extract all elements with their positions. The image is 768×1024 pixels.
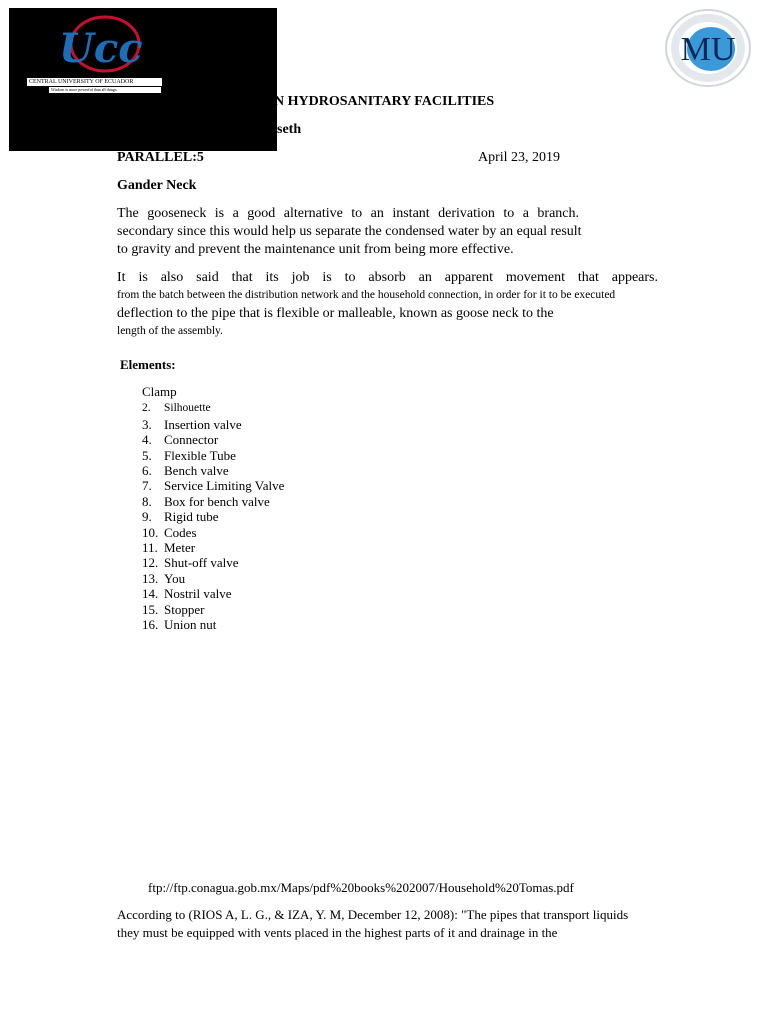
list-item: 4. Connector: [142, 432, 219, 448]
list-item: 16. Union nut: [142, 617, 217, 633]
list-item: 15. Stopper: [142, 601, 205, 617]
university-logo-block: [9, 8, 277, 151]
course-title: N HYDROSANITARY FACILITIES: [274, 94, 495, 109]
paragraph2-line: length of the assembly.: [117, 325, 223, 337]
paragraph2-line: from the batch between the distribution network and the household connection, in order for it to be executed: [117, 289, 616, 301]
list-item: 7. Service Limiting Valve: [142, 478, 285, 494]
ucc-logo-text: Ucc: [59, 25, 143, 72]
list-item: 8. Box for bench valve: [142, 493, 270, 509]
closing-line: they must be equipped with vents placed in the highest parts of it and drainage in the: [117, 925, 558, 940]
ucc-logo-icon: [53, 14, 143, 84]
paragraph1-line: The gooseneck is a good alternative to an instant derivation to a branch.: [117, 206, 579, 221]
paragraph2-line: It is also said that its job is to absorb an apparent movement that appears.: [117, 270, 658, 285]
parallel-label: PARALLEL:5: [117, 150, 204, 165]
list-item: 10. Codes: [142, 524, 197, 540]
paragraph1-line: secondary since this would help us separate the condensed water by an equal result: [117, 224, 582, 239]
source-url: ftp://ftp.conagua.gob.mx/Maps/pdf%20books%202007/Household%20Tomas.pdf: [148, 880, 574, 895]
elements-heading: Elements:: [120, 357, 176, 372]
list-item: 5. Flexible Tube: [142, 447, 236, 463]
faculty-seal-icon: [664, 8, 752, 88]
section-title: Gander Neck: [117, 178, 197, 193]
closing-line: According to (RIOS A, L. G., & IZA, Y. M, December 12, 2008): "The pipes that transport liquids: [117, 907, 629, 922]
list-item: 3. Insertion valve: [142, 416, 242, 432]
list-item: 2. Silhouette: [142, 402, 211, 415]
document-date: April 23, 2019: [478, 150, 561, 165]
paragraph1-line: to gravity and prevent the maintenance unit from being more effective.: [117, 242, 514, 257]
elements-list: [142, 384, 284, 633]
list-item: 6. Bench valve: [142, 463, 229, 479]
university-motto-bar: Wisdom is more powerful than all things.: [49, 87, 161, 93]
list-item: 11. Meter: [142, 540, 196, 556]
list-item: 13. You: [142, 570, 186, 586]
list-item: 9. Rigid tube: [142, 509, 219, 525]
paragraph2-line: deflection to the pipe that is flexible or malleable, known as goose neck to the: [117, 306, 554, 321]
list-item: Clamp: [142, 384, 177, 399]
seal-monogram: MU: [680, 31, 736, 68]
university-name-bar: CENTRAL UNIVERSITY OF ECUADOR: [27, 78, 162, 86]
student-name: seth: [277, 122, 302, 137]
list-item: 12. Shut-off valve: [142, 555, 239, 571]
list-item: 14. Nostril valve: [142, 586, 232, 602]
